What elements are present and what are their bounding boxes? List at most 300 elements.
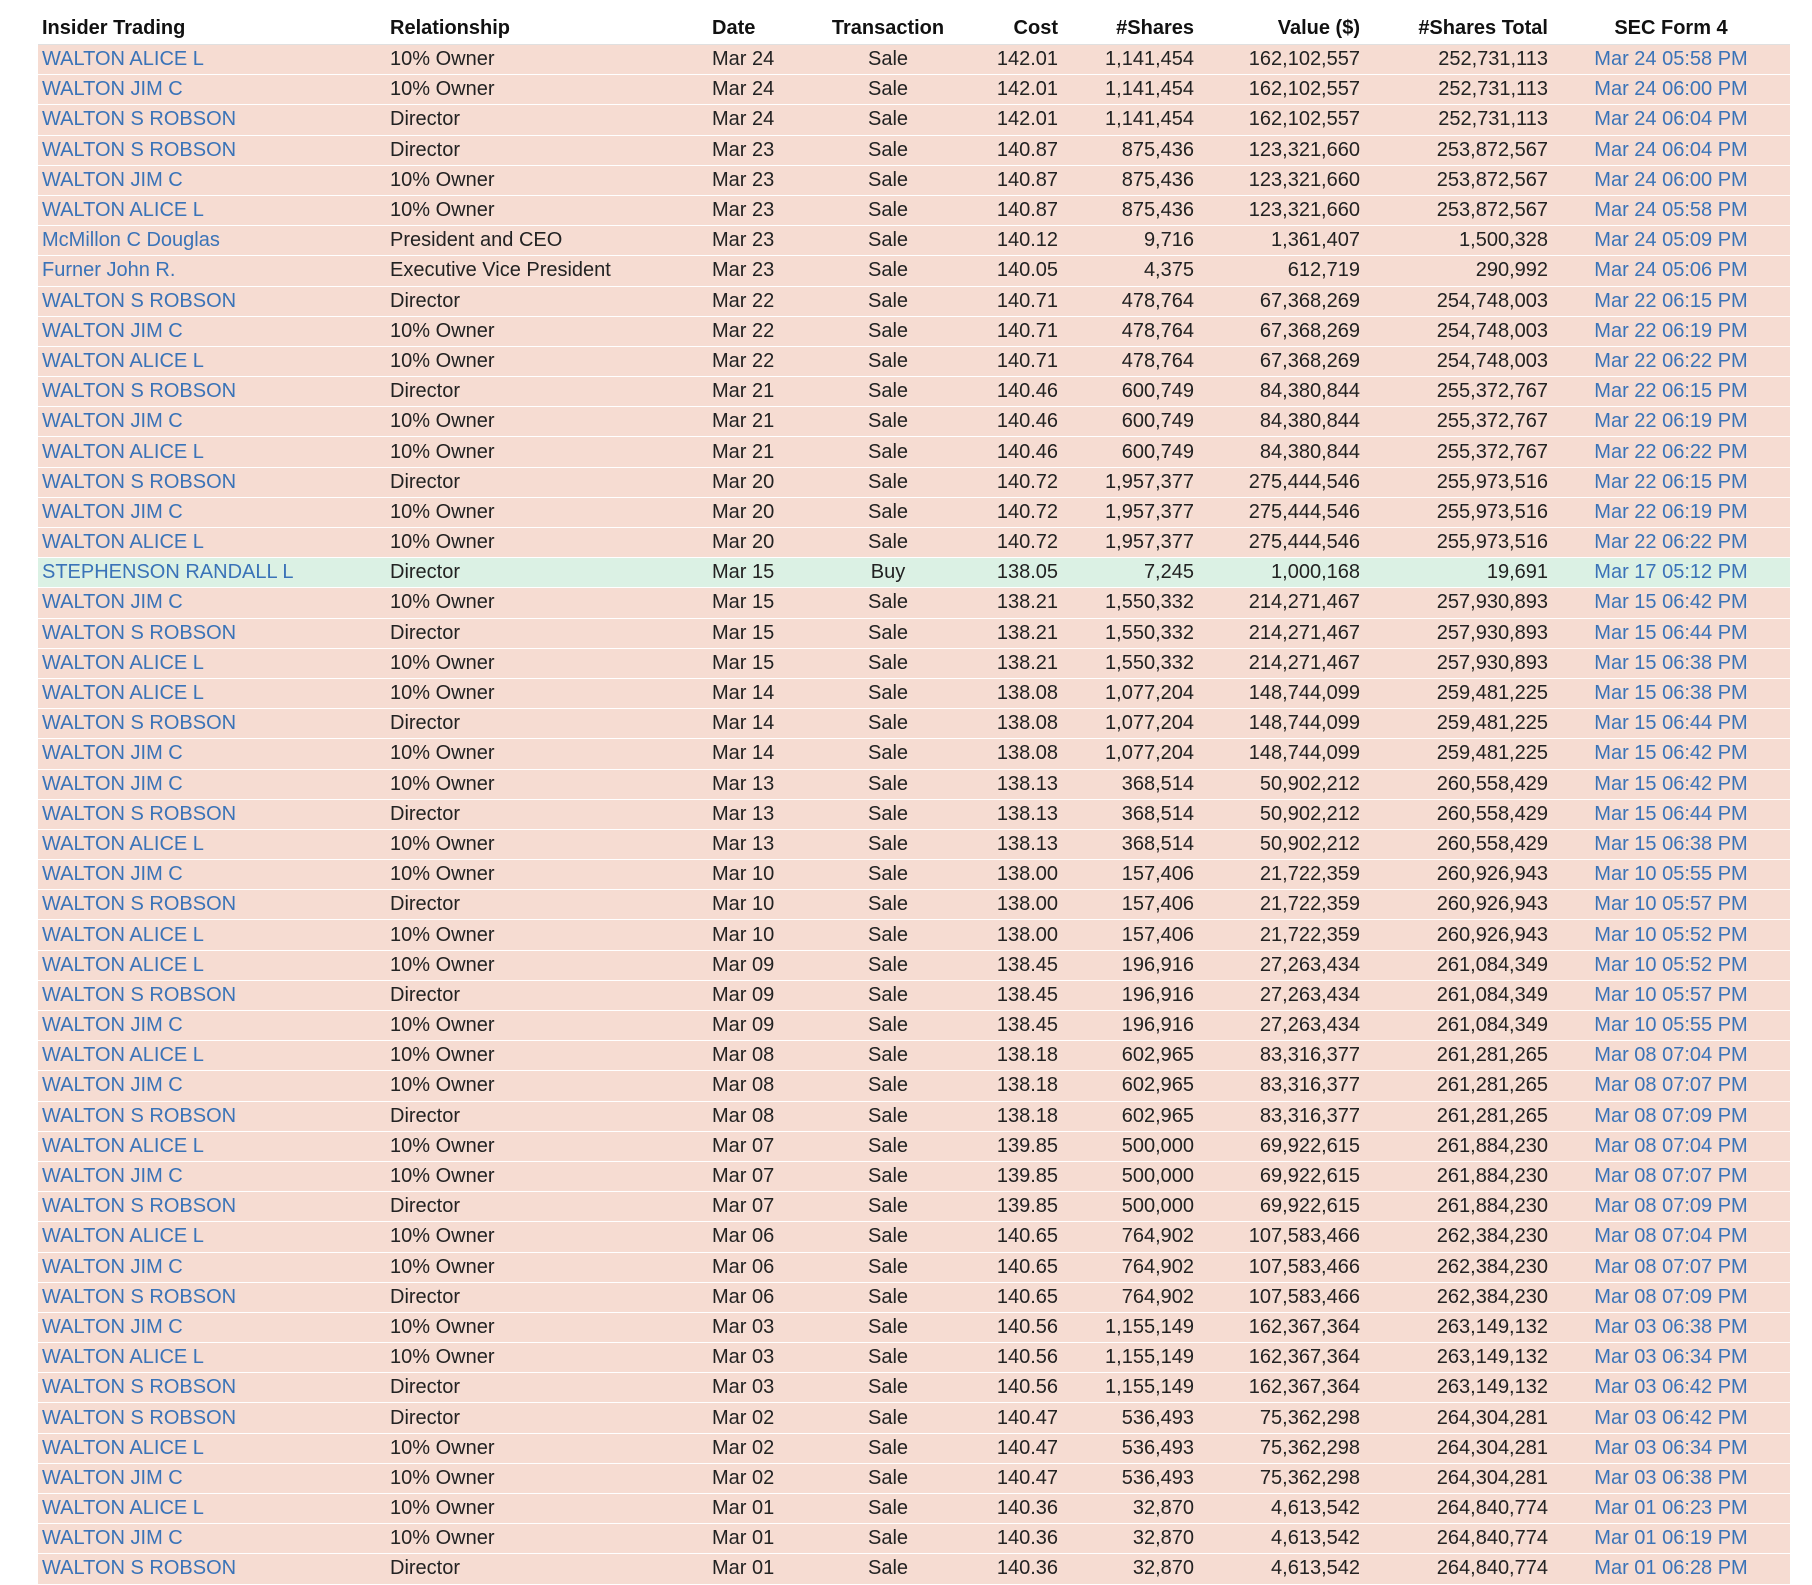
insider-link[interactable]: WALTON JIM C [42, 1527, 183, 1550]
cell-shares-total: 264,840,774 [1364, 1494, 1552, 1524]
insider-link[interactable]: WALTON S ROBSON [42, 108, 237, 131]
cell-cost: 138.08 [964, 709, 1062, 739]
cell-cost: 139.85 [964, 1161, 1062, 1191]
cell-transaction: Sale [812, 105, 964, 135]
cell-date: Mar 21 [708, 407, 812, 437]
cell-cost: 140.71 [964, 286, 1062, 316]
cell-date: Mar 07 [708, 1131, 812, 1161]
insider-link[interactable]: WALTON JIM C [42, 1165, 183, 1188]
cell-shares: 1,957,377 [1062, 467, 1198, 497]
cell-transaction: Sale [812, 407, 964, 437]
insider-link[interactable]: WALTON JIM C [42, 168, 183, 191]
sec-form-link[interactable]: Mar 15 06:42 PM [1594, 742, 1748, 765]
cell-date: Mar 23 [708, 226, 812, 256]
cell-transaction: Sale [812, 1161, 964, 1191]
sec-form-link[interactable]: Mar 10 05:57 PM [1594, 983, 1748, 1006]
insider-link[interactable]: WALTON ALICE L [42, 682, 204, 705]
cell-shares: 1,155,149 [1062, 1373, 1198, 1403]
cell-shares: 600,749 [1062, 437, 1198, 467]
insider-link[interactable]: WALTON ALICE L [42, 651, 204, 674]
insider-link[interactable]: WALTON ALICE L [42, 1497, 204, 1520]
cell-value: 21,722,359 [1198, 860, 1364, 890]
sec-form-link[interactable]: Mar 08 07:07 PM [1594, 1074, 1748, 1097]
sec-form-link[interactable]: Mar 10 05:52 PM [1594, 923, 1748, 946]
cell-cost: 138.13 [964, 799, 1062, 829]
cell-shares-total: 263,149,132 [1364, 1343, 1552, 1373]
cell-relationship: Director [386, 890, 708, 920]
insider-link[interactable]: WALTON JIM C [42, 78, 183, 101]
table-row [38, 1463, 1790, 1493]
header-cost[interactable]: Cost [964, 12, 1062, 45]
cell-relationship: 10% Owner [386, 950, 708, 980]
sec-form-link[interactable]: Mar 10 05:55 PM [1594, 1014, 1748, 1037]
cell-shares: 500,000 [1062, 1131, 1198, 1161]
cell-cost: 140.47 [964, 1403, 1062, 1433]
sec-form-link[interactable]: Mar 08 07:04 PM [1594, 1134, 1748, 1157]
cell-sec-form [1552, 286, 1790, 316]
cell-relationship: 10% Owner [386, 920, 708, 950]
insider-link[interactable]: WALTON JIM C [42, 1315, 183, 1338]
table-row [38, 316, 1790, 346]
sec-form-link[interactable]: Mar 22 06:19 PM [1594, 319, 1748, 342]
cell-cost: 138.45 [964, 980, 1062, 1010]
cell-sec-form [1552, 648, 1790, 678]
cell-value: 162,102,557 [1198, 75, 1364, 105]
cell-cost: 138.00 [964, 860, 1062, 890]
cell-value: 162,367,364 [1198, 1343, 1364, 1373]
cell-shares: 764,902 [1062, 1252, 1198, 1282]
sec-form-link[interactable]: Mar 03 06:42 PM [1594, 1406, 1748, 1429]
header-insider[interactable]: Insider Trading [38, 12, 386, 45]
cell-shares-total: 264,304,281 [1364, 1403, 1552, 1433]
insider-link[interactable]: WALTON S ROBSON [42, 1195, 237, 1218]
cell-transaction: Sale [812, 1524, 964, 1554]
cell-value: 21,722,359 [1198, 890, 1364, 920]
cell-transaction: Sale [812, 648, 964, 678]
insider-link[interactable]: WALTON S ROBSON [42, 983, 237, 1006]
sec-form-link[interactable]: Mar 03 06:42 PM [1594, 1376, 1748, 1399]
cell-value: 50,902,212 [1198, 769, 1364, 799]
cell-sec-form [1552, 920, 1790, 950]
cell-relationship: 10% Owner [386, 1312, 708, 1342]
insider-link[interactable]: WALTON ALICE L [42, 1436, 204, 1459]
sec-form-link[interactable]: Mar 03 06:34 PM [1594, 1346, 1748, 1369]
cell-relationship: 10% Owner [386, 195, 708, 225]
sec-form-link[interactable]: Mar 24 05:58 PM [1594, 48, 1748, 71]
sec-form-link[interactable]: Mar 22 06:22 PM [1594, 531, 1748, 554]
insider-link[interactable]: McMillon C Douglas [42, 229, 220, 252]
cell-insider [38, 1403, 386, 1433]
cell-relationship: 10% Owner [386, 1161, 708, 1191]
cell-value: 50,902,212 [1198, 829, 1364, 859]
table-row [38, 769, 1790, 799]
cell-value: 148,744,099 [1198, 678, 1364, 708]
insider-link[interactable]: STEPHENSON RANDALL L [42, 561, 294, 584]
cell-shares: 1,155,149 [1062, 1343, 1198, 1373]
cell-transaction: Sale [812, 769, 964, 799]
sec-form-link[interactable]: Mar 08 07:04 PM [1594, 1225, 1748, 1248]
table-row [38, 558, 1790, 588]
cell-shares: 1,550,332 [1062, 648, 1198, 678]
cell-insider [38, 45, 386, 75]
table-row [38, 1252, 1790, 1282]
cell-shares: 368,514 [1062, 769, 1198, 799]
insider-link[interactable]: WALTON JIM C [42, 1014, 183, 1037]
insider-link[interactable]: WALTON ALICE L [42, 832, 204, 855]
cell-shares-total: 252,731,113 [1364, 75, 1552, 105]
cell-value: 162,102,557 [1198, 45, 1364, 75]
cell-shares: 1,077,204 [1062, 709, 1198, 739]
cell-cost: 138.05 [964, 558, 1062, 588]
sec-form-link[interactable]: Mar 03 06:38 PM [1594, 1315, 1748, 1338]
table-row [38, 1282, 1790, 1312]
insider-link[interactable]: WALTON S ROBSON [42, 802, 237, 825]
cell-cost: 140.56 [964, 1312, 1062, 1342]
sec-form-link[interactable]: Mar 08 07:09 PM [1594, 1104, 1748, 1127]
table-row [38, 799, 1790, 829]
cell-shares-total: 262,384,230 [1364, 1282, 1552, 1312]
cell-value: 275,444,546 [1198, 528, 1364, 558]
insider-link[interactable]: WALTON S ROBSON [42, 1376, 237, 1399]
insider-link[interactable]: WALTON JIM C [42, 772, 183, 795]
cell-cost: 138.13 [964, 829, 1062, 859]
cell-sec-form [1552, 890, 1790, 920]
insider-link[interactable]: WALTON ALICE L [42, 48, 204, 71]
cell-insider [38, 105, 386, 135]
table-row [38, 195, 1790, 225]
cell-date: Mar 24 [708, 75, 812, 105]
cell-shares: 157,406 [1062, 890, 1198, 920]
cell-relationship: 10% Owner [386, 1494, 708, 1524]
cell-relationship: 10% Owner [386, 739, 708, 769]
sec-form-link[interactable]: Mar 17 05:12 PM [1594, 561, 1748, 584]
cell-sec-form [1552, 528, 1790, 558]
cell-value: 69,922,615 [1198, 1161, 1364, 1191]
cell-value: 83,316,377 [1198, 1071, 1364, 1101]
insider-link[interactable]: WALTON ALICE L [42, 953, 204, 976]
cell-value: 612,719 [1198, 256, 1364, 286]
cell-sec-form [1552, 1463, 1790, 1493]
sec-form-link[interactable]: Mar 24 05:58 PM [1594, 199, 1748, 222]
insider-link[interactable]: WALTON ALICE L [42, 349, 204, 372]
cell-date: Mar 02 [708, 1433, 812, 1463]
cell-transaction: Sale [812, 1041, 964, 1071]
cell-sec-form [1552, 467, 1790, 497]
cell-relationship: Director [386, 1282, 708, 1312]
cell-sec-form [1552, 1554, 1790, 1584]
table-row [38, 920, 1790, 950]
insider-link[interactable]: WALTON JIM C [42, 1466, 183, 1489]
cell-cost: 138.08 [964, 739, 1062, 769]
sec-form-link[interactable]: Mar 22 06:22 PM [1594, 349, 1748, 372]
cell-date: Mar 06 [708, 1282, 812, 1312]
cell-shares: 478,764 [1062, 316, 1198, 346]
sec-form-link[interactable]: Mar 22 06:19 PM [1594, 500, 1748, 523]
sec-form-link[interactable]: Mar 24 06:04 PM [1594, 108, 1748, 131]
insider-link[interactable]: WALTON S ROBSON [42, 470, 237, 493]
sec-form-link[interactable]: Mar 08 07:04 PM [1594, 1044, 1748, 1067]
cell-transaction: Buy [812, 558, 964, 588]
sec-form-link[interactable]: Mar 15 06:42 PM [1594, 772, 1748, 795]
cell-value: 83,316,377 [1198, 1041, 1364, 1071]
sec-form-link[interactable]: Mar 24 06:00 PM [1594, 78, 1748, 101]
cell-cost: 140.72 [964, 497, 1062, 527]
cell-shares-total: 257,930,893 [1364, 648, 1552, 678]
cell-shares-total: 264,840,774 [1364, 1554, 1552, 1584]
sec-form-link[interactable]: Mar 15 06:38 PM [1594, 651, 1748, 674]
cell-insider [38, 1101, 386, 1131]
insider-link[interactable]: WALTON ALICE L [42, 923, 204, 946]
sec-form-link[interactable]: Mar 15 06:44 PM [1594, 802, 1748, 825]
cell-transaction: Sale [812, 75, 964, 105]
cell-date: Mar 06 [708, 1222, 812, 1252]
cell-shares: 196,916 [1062, 1011, 1198, 1041]
table-row [38, 45, 1790, 75]
cell-sec-form [1552, 1494, 1790, 1524]
cell-shares-total: 261,281,265 [1364, 1041, 1552, 1071]
header-sec-form[interactable]: SEC Form 4 [1552, 12, 1790, 45]
cell-date: Mar 21 [708, 437, 812, 467]
table-row [38, 1131, 1790, 1161]
cell-shares: 368,514 [1062, 829, 1198, 859]
cell-relationship: 10% Owner [386, 407, 708, 437]
insider-link[interactable]: WALTON S ROBSON [42, 1406, 237, 1429]
cell-value: 27,263,434 [1198, 1011, 1364, 1041]
cell-value: 83,316,377 [1198, 1101, 1364, 1131]
cell-cost: 140.71 [964, 316, 1062, 346]
cell-sec-form [1552, 558, 1790, 588]
cell-relationship: Director [386, 1101, 708, 1131]
cell-transaction: Sale [812, 588, 964, 618]
cell-cost: 138.00 [964, 890, 1062, 920]
cell-shares: 1,141,454 [1062, 75, 1198, 105]
cell-sec-form [1552, 799, 1790, 829]
sec-form-link[interactable]: Mar 22 06:15 PM [1594, 470, 1748, 493]
cell-cost: 140.65 [964, 1252, 1062, 1282]
cell-value: 148,744,099 [1198, 709, 1364, 739]
cell-cost: 140.36 [964, 1494, 1062, 1524]
sec-form-link[interactable]: Mar 15 06:44 PM [1594, 712, 1748, 735]
insider-trading-table-container [38, 12, 1790, 1585]
cell-date: Mar 22 [708, 316, 812, 346]
insider-link[interactable]: WALTON S ROBSON [42, 893, 237, 916]
sec-form-link[interactable]: Mar 15 06:42 PM [1594, 591, 1748, 614]
insider-link[interactable]: WALTON S ROBSON [42, 1104, 237, 1127]
cell-shares-total: 262,384,230 [1364, 1252, 1552, 1282]
cell-date: Mar 09 [708, 950, 812, 980]
table-row [38, 588, 1790, 618]
sec-form-link[interactable]: Mar 10 05:52 PM [1594, 953, 1748, 976]
cell-date: Mar 22 [708, 346, 812, 376]
cell-value: 75,362,298 [1198, 1433, 1364, 1463]
cell-insider [38, 618, 386, 648]
insider-link[interactable]: WALTON S ROBSON [42, 1557, 237, 1580]
cell-cost: 138.18 [964, 1071, 1062, 1101]
sec-form-link[interactable]: Mar 15 06:38 PM [1594, 682, 1748, 705]
cell-value: 4,613,542 [1198, 1524, 1364, 1554]
sec-form-link[interactable]: Mar 22 06:15 PM [1594, 289, 1748, 312]
cell-shares-total: 255,973,516 [1364, 467, 1552, 497]
header-date[interactable]: Date [708, 12, 812, 45]
cell-insider [38, 1494, 386, 1524]
sec-form-link[interactable]: Mar 24 05:06 PM [1594, 259, 1748, 282]
cell-cost: 140.56 [964, 1343, 1062, 1373]
sec-form-link[interactable]: Mar 01 06:23 PM [1594, 1497, 1748, 1520]
header-transaction[interactable]: Transaction [812, 12, 964, 45]
cell-sec-form [1552, 316, 1790, 346]
cell-relationship: 10% Owner [386, 1222, 708, 1252]
cell-insider [38, 799, 386, 829]
cell-transaction: Sale [812, 1463, 964, 1493]
sec-form-link[interactable]: Mar 03 06:38 PM [1594, 1466, 1748, 1489]
table-row [38, 678, 1790, 708]
sec-form-link[interactable]: Mar 15 06:38 PM [1594, 832, 1748, 855]
sec-form-link[interactable]: Mar 01 06:28 PM [1594, 1557, 1748, 1580]
cell-cost: 142.01 [964, 105, 1062, 135]
header-value[interactable]: Value ($) [1198, 12, 1364, 45]
sec-form-link[interactable]: Mar 08 07:09 PM [1594, 1195, 1748, 1218]
cell-insider [38, 1554, 386, 1584]
sec-form-link[interactable]: Mar 08 07:07 PM [1594, 1255, 1748, 1278]
cell-date: Mar 20 [708, 467, 812, 497]
insider-link[interactable]: WALTON JIM C [42, 319, 183, 342]
cell-sec-form [1552, 437, 1790, 467]
cell-sec-form [1552, 135, 1790, 165]
sec-form-link[interactable]: Mar 22 06:19 PM [1594, 410, 1748, 433]
cell-shares: 602,965 [1062, 1071, 1198, 1101]
sec-form-link[interactable]: Mar 24 05:09 PM [1594, 229, 1748, 252]
cell-insider [38, 769, 386, 799]
cell-relationship: 10% Owner [386, 75, 708, 105]
insider-link[interactable]: Furner John R. [42, 259, 176, 282]
cell-shares-total: 254,748,003 [1364, 286, 1552, 316]
sec-form-link[interactable]: Mar 08 07:07 PM [1594, 1165, 1748, 1188]
cell-sec-form [1552, 588, 1790, 618]
cell-transaction: Sale [812, 286, 964, 316]
table-row [38, 1554, 1790, 1584]
sec-form-link[interactable]: Mar 24 06:04 PM [1594, 138, 1748, 161]
insider-link[interactable]: WALTON JIM C [42, 1255, 183, 1278]
cell-value: 214,271,467 [1198, 618, 1364, 648]
sec-form-link[interactable]: Mar 22 06:22 PM [1594, 440, 1748, 463]
sec-form-link[interactable]: Mar 15 06:44 PM [1594, 621, 1748, 644]
cell-insider [38, 377, 386, 407]
header-shares[interactable]: #Shares [1062, 12, 1198, 45]
cell-insider [38, 950, 386, 980]
table-row [38, 1312, 1790, 1342]
cell-insider [38, 678, 386, 708]
sec-form-link[interactable]: Mar 03 06:34 PM [1594, 1436, 1748, 1459]
header-shares-total[interactable]: #Shares Total [1364, 12, 1552, 45]
cell-shares: 600,749 [1062, 377, 1198, 407]
insider-link[interactable]: WALTON S ROBSON [42, 1285, 237, 1308]
cell-shares: 1,155,149 [1062, 1312, 1198, 1342]
cell-cost: 140.12 [964, 226, 1062, 256]
insider-link[interactable]: WALTON ALICE L [42, 1346, 204, 1369]
cell-relationship: 10% Owner [386, 528, 708, 558]
cell-sec-form [1552, 1312, 1790, 1342]
insider-link[interactable]: WALTON ALICE L [42, 199, 204, 222]
header-relationship[interactable]: Relationship [386, 12, 708, 45]
cell-relationship: 10% Owner [386, 1343, 708, 1373]
sec-form-link[interactable]: Mar 08 07:09 PM [1594, 1285, 1748, 1308]
cell-relationship: 10% Owner [386, 588, 708, 618]
insider-link[interactable]: WALTON ALICE L [42, 1134, 204, 1157]
cell-value: 75,362,298 [1198, 1463, 1364, 1493]
insider-link[interactable]: WALTON ALICE L [42, 531, 204, 554]
sec-form-link[interactable]: Mar 24 06:00 PM [1594, 168, 1748, 191]
insider-link[interactable]: WALTON JIM C [42, 500, 183, 523]
insider-link[interactable]: WALTON S ROBSON [42, 712, 237, 735]
cell-date: Mar 13 [708, 799, 812, 829]
table-row [38, 739, 1790, 769]
insider-link[interactable]: WALTON JIM C [42, 863, 183, 886]
cell-date: Mar 20 [708, 528, 812, 558]
cell-date: Mar 09 [708, 1011, 812, 1041]
sec-form-link[interactable]: Mar 10 05:55 PM [1594, 863, 1748, 886]
sec-form-link[interactable]: Mar 22 06:15 PM [1594, 380, 1748, 403]
table-row [38, 346, 1790, 376]
cell-date: Mar 23 [708, 135, 812, 165]
cell-transaction: Sale [812, 195, 964, 225]
insider-link[interactable]: WALTON S ROBSON [42, 289, 237, 312]
cell-shares: 536,493 [1062, 1433, 1198, 1463]
cell-relationship: Executive Vice President [386, 256, 708, 286]
insider-link[interactable]: WALTON S ROBSON [42, 380, 237, 403]
cell-shares: 536,493 [1062, 1403, 1198, 1433]
insider-link[interactable]: WALTON ALICE L [42, 440, 204, 463]
cell-sec-form [1552, 860, 1790, 890]
insider-link[interactable]: WALTON JIM C [42, 1074, 183, 1097]
cell-transaction: Sale [812, 860, 964, 890]
insider-link[interactable]: WALTON JIM C [42, 410, 183, 433]
cell-value: 1,000,168 [1198, 558, 1364, 588]
sec-form-link[interactable]: Mar 01 06:19 PM [1594, 1527, 1748, 1550]
cell-relationship: 10% Owner [386, 1524, 708, 1554]
cell-shares-total: 253,872,567 [1364, 165, 1552, 195]
insider-link[interactable]: WALTON JIM C [42, 591, 183, 614]
cell-transaction: Sale [812, 799, 964, 829]
cell-shares: 500,000 [1062, 1192, 1198, 1222]
cell-shares: 478,764 [1062, 346, 1198, 376]
insider-link[interactable]: WALTON JIM C [42, 742, 183, 765]
insider-link[interactable]: WALTON S ROBSON [42, 621, 237, 644]
table-body [38, 45, 1790, 1585]
cell-shares-total: 264,840,774 [1364, 1524, 1552, 1554]
cell-relationship: 10% Owner [386, 1433, 708, 1463]
cell-relationship: 10% Owner [386, 769, 708, 799]
cell-shares-total: 255,372,767 [1364, 407, 1552, 437]
cell-shares-total: 257,930,893 [1364, 588, 1552, 618]
sec-form-link[interactable]: Mar 10 05:57 PM [1594, 893, 1748, 916]
cell-relationship: 10% Owner [386, 1252, 708, 1282]
cell-cost: 140.72 [964, 467, 1062, 497]
cell-transaction: Sale [812, 135, 964, 165]
table-row [38, 1222, 1790, 1252]
insider-link[interactable]: WALTON ALICE L [42, 1044, 204, 1067]
cell-sec-form [1552, 1403, 1790, 1433]
cell-date: Mar 10 [708, 860, 812, 890]
table-row [38, 105, 1790, 135]
insider-link[interactable]: WALTON S ROBSON [42, 138, 237, 161]
cell-transaction: Sale [812, 226, 964, 256]
cell-transaction: Sale [812, 1252, 964, 1282]
cell-shares: 536,493 [1062, 1463, 1198, 1493]
cell-sec-form [1552, 739, 1790, 769]
table-row [38, 135, 1790, 165]
insider-link[interactable]: WALTON ALICE L [42, 1225, 204, 1248]
cell-date: Mar 22 [708, 286, 812, 316]
